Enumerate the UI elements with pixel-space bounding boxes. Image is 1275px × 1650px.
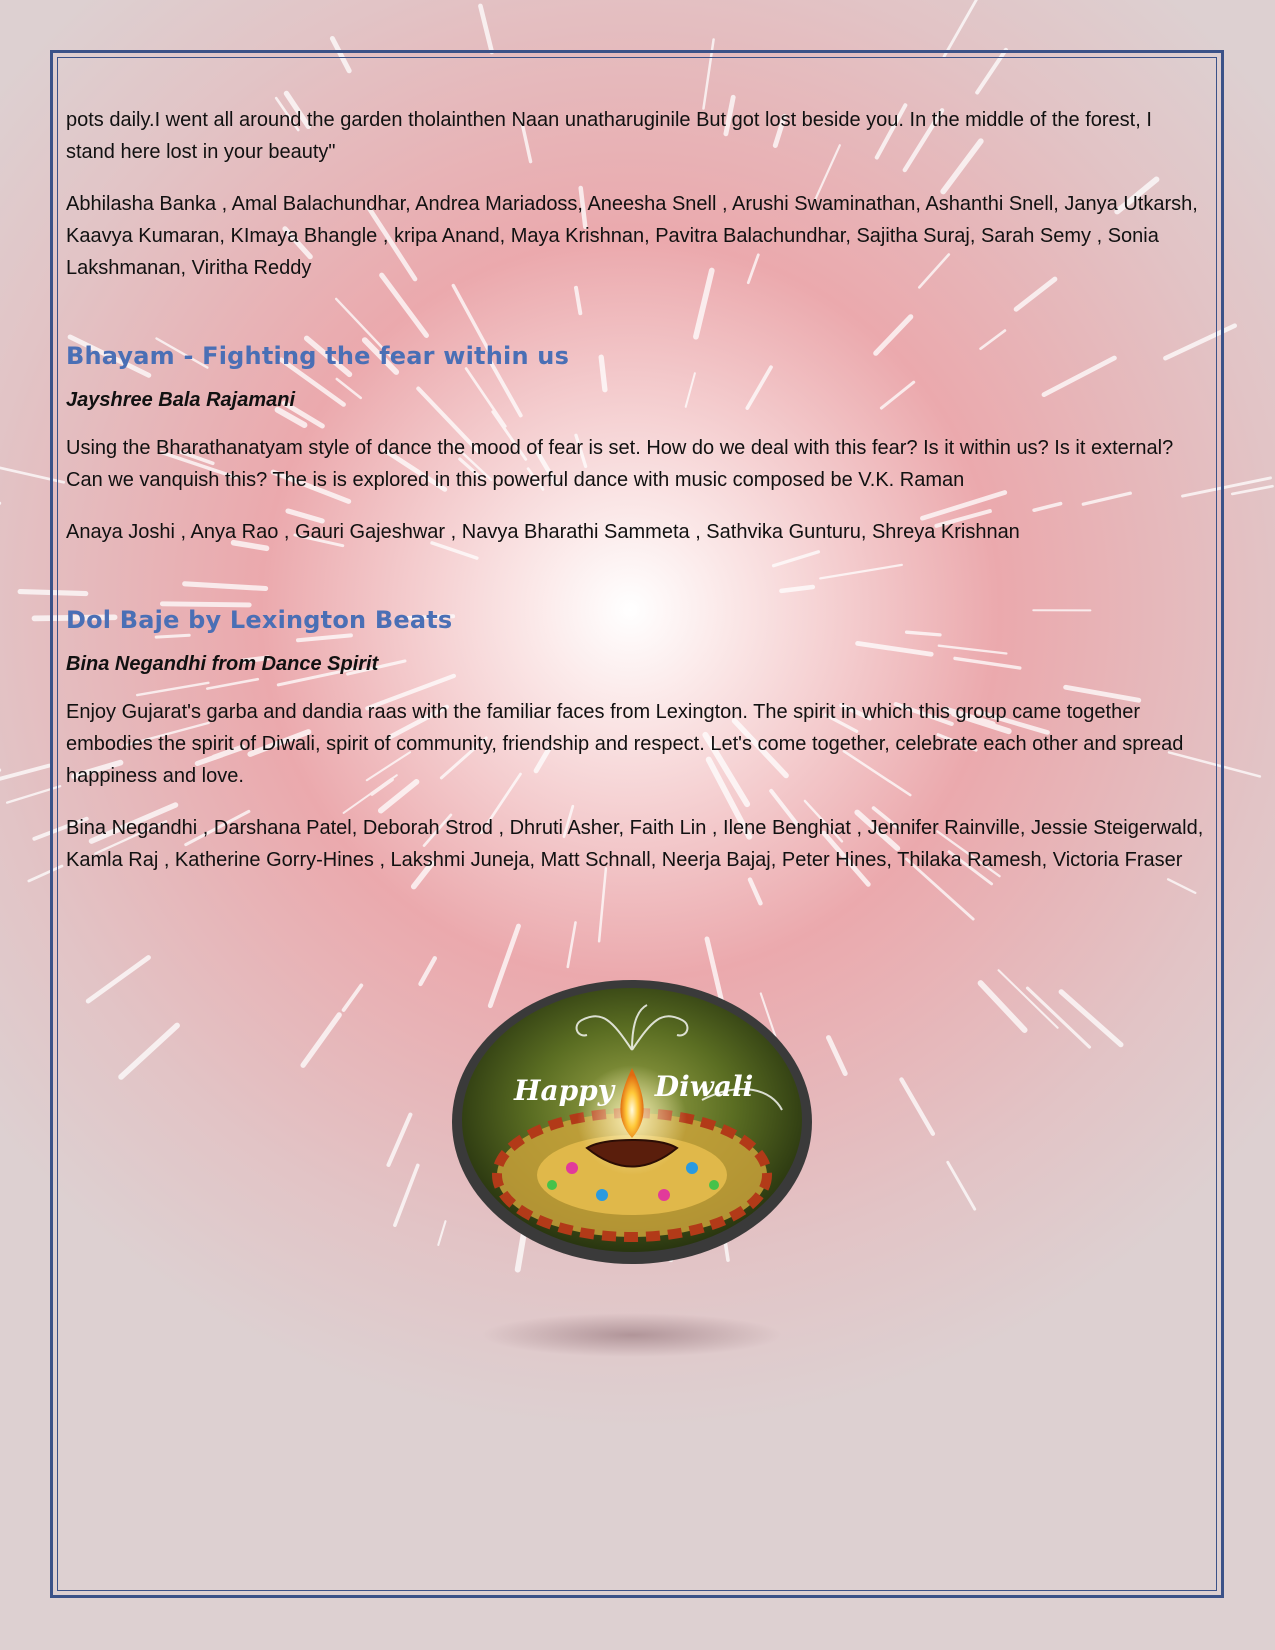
section-author-dol-baje: Bina Negandhi from Dance Spirit	[66, 653, 379, 675]
badge-shadow	[482, 1313, 782, 1357]
section-description-bhayam: Using the Bharathanatyam style of dance the mood of fear is set. How do we deal with this fear? Is it within us? Is it external? Can we vanquish this? The is is explored in this powerful dance with music composed be V.K. Raman	[66, 437, 1174, 491]
section-title-bhayam: Bhayam - Fighting the fear within us	[66, 342, 570, 370]
badge-word-happy: Happy	[513, 1074, 615, 1107]
section-author-bhayam: Jayshree Bala Rajamani	[66, 389, 296, 411]
happy-diwali-badge	[452, 980, 812, 1360]
section-performers-bhayam: Anaya Joshi , Anya Rao , Gauri Gajeshwar , Navya Bharathi Sammeta , Sathvika Gunturu, Shreya Krishnan	[66, 521, 1020, 543]
intro-text: pots daily.I went all around the garden tholainthen Naan unatharuginile But got lost beside you. In the middle of the forest, I stand here lost in your beauty"	[66, 109, 1152, 163]
section-description-dol-baje: Enjoy Gujarat's garba and dandia raas with the familiar faces from Lexington. The spirit in which this group came together embodies the spirit of Diwali, spirit of community, friendship and respect. Let's come together, celebrate each other and spread happiness and love.	[66, 701, 1184, 787]
program-content	[66, 104, 1206, 896]
section-title-dol-baje: Dol Baje by Lexington Beats	[66, 606, 453, 634]
badge-word-diwali: Diwali	[654, 1070, 754, 1103]
section-performers-dol-baje: Bina Negandhi , Darshana Patel, Deborah Strod , Dhruti Asher, Faith Lin , Ilene Benghiat , Jennifer Rainville, Jessie Steigerwald, Kamla Raj , Katherine Gorry-Hines , Lakshmi Juneja, Matt Schnall, Neerja Bajaj, Peter Hines, Thilaka Ramesh, Victoria Fraser	[66, 817, 1204, 871]
intro-performers: Abhilasha Banka , Amal Balachundhar, Andrea Mariadoss, Aneesha Snell , Arushi Swaminathan, Ashanthi Snell, Janya Utkarsh, Kaavya Kumaran, KImaya Bhangle , kripa Anand, Maya Krishnan, Pavitra Balachundhar, Sajitha Suraj, Sarah Semy , Sonia Lakshmanan, Viritha Reddy	[66, 193, 1198, 279]
